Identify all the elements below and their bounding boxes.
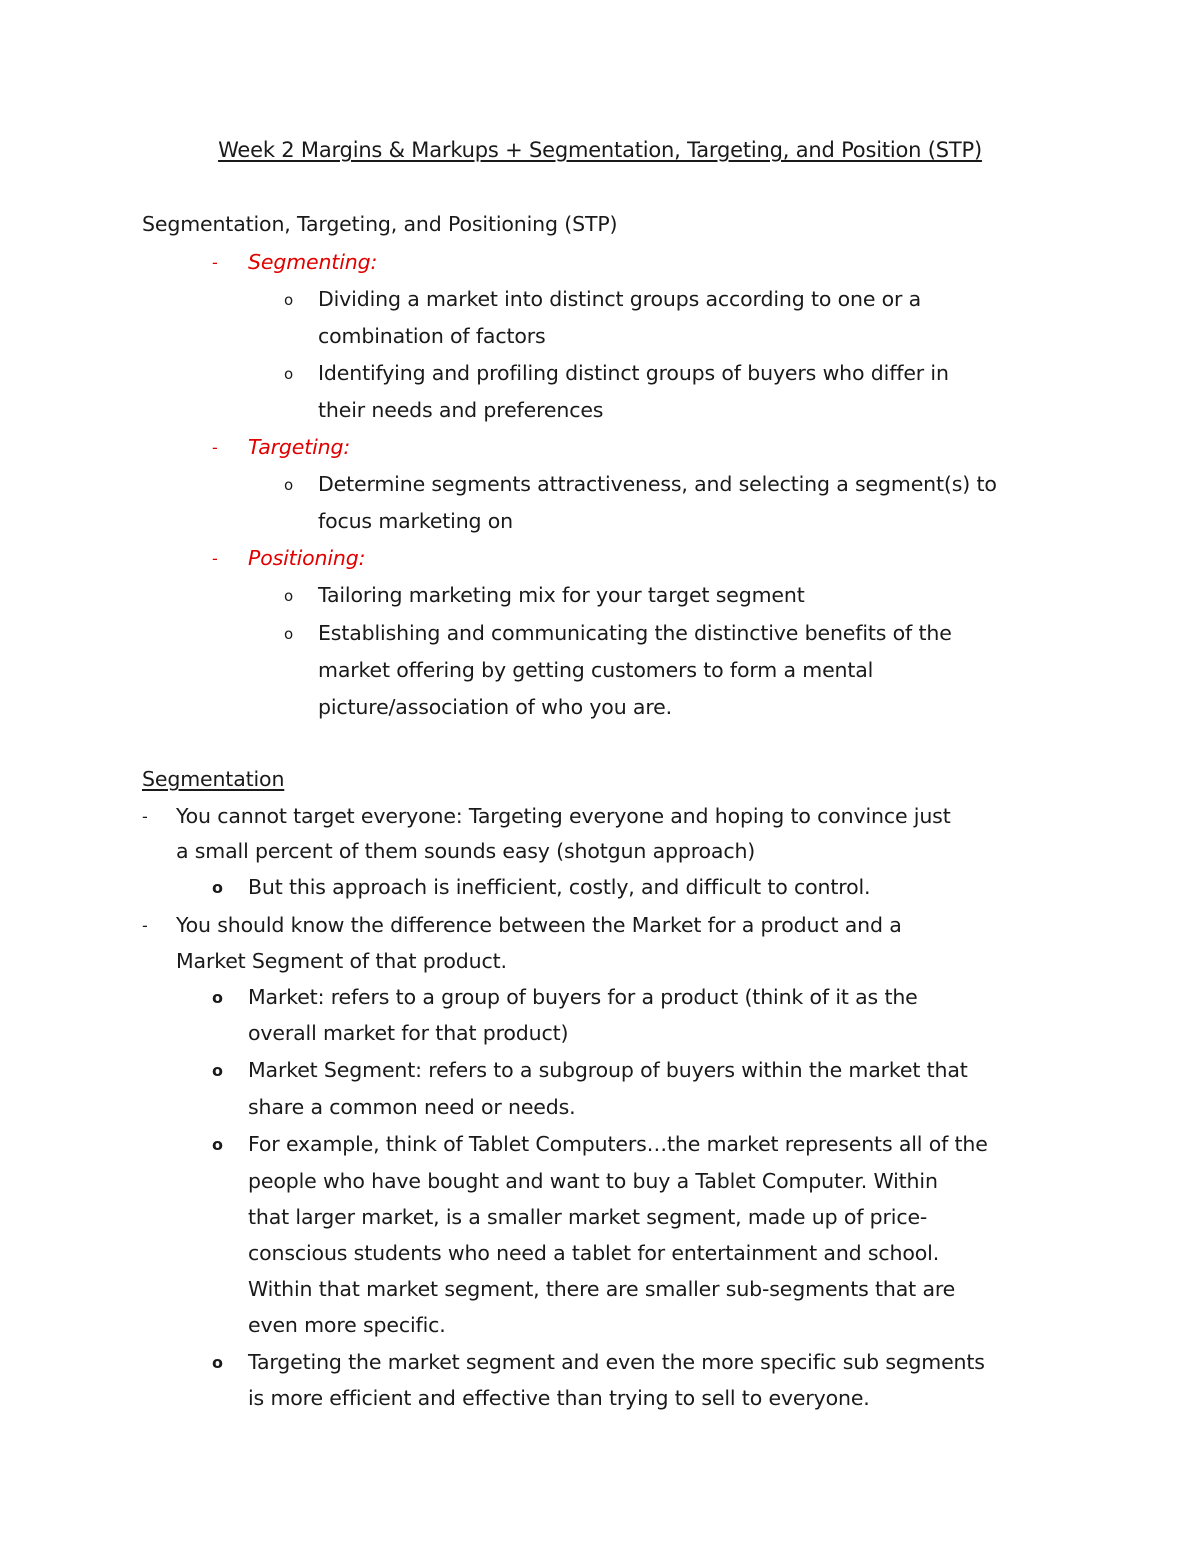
dash-bullet: - — [212, 438, 218, 457]
o-bullet: o — [284, 365, 294, 383]
o-bullet: o — [212, 1061, 223, 1080]
dash-bullet: - — [212, 253, 218, 272]
list-item-line: a small percent of them sounds easy (shotgun approach) — [176, 839, 756, 863]
list-item-line: But this approach is inefficient, costly, and difficult to control. — [248, 875, 871, 899]
list-item-line: Determine segments attractiveness, and selecting a segment(s) to — [318, 472, 997, 496]
list-item-line: focus marketing on — [318, 509, 514, 533]
list-item-line: You cannot target everyone: Targeting everyone and hoping to convince just — [176, 804, 951, 828]
list-item-line: their needs and preferences — [318, 398, 604, 422]
list-item-line: For example, think of Tablet Computers…the market represents all of the — [248, 1132, 988, 1156]
list-item-line: share a common need or needs. — [248, 1095, 576, 1119]
o-bullet: o — [212, 1353, 223, 1372]
list-item-line: that larger market, is a smaller market segment, made up of price- — [248, 1205, 928, 1229]
dash-bullet: - — [212, 549, 218, 568]
targeting-label: Targeting: — [248, 435, 351, 459]
o-bullet: o — [212, 878, 223, 897]
o-bullet: o — [284, 625, 294, 643]
list-item-line: You should know the difference between the Market for a product and a — [176, 913, 902, 937]
list-item-line: Market: refers to a group of buyers for a product (think of it as the — [248, 985, 918, 1009]
segmenting-label: Segmenting: — [248, 250, 378, 274]
list-item-line: Market Segment of that product. — [176, 949, 507, 973]
o-bullet: o — [284, 291, 294, 309]
list-item-line: is more efficient and effective than trying to sell to everyone. — [248, 1386, 870, 1410]
o-bullet: o — [212, 1135, 223, 1154]
stp-heading: Segmentation, Targeting, and Positioning (STP) — [142, 212, 618, 236]
page-title: Week 2 Margins & Markups + Segmentation, Targeting, and Position (STP) — [218, 138, 982, 162]
list-item-line: Targeting the market segment and even the more specific sub segments — [248, 1350, 985, 1374]
dash-bullet: - — [142, 916, 148, 935]
list-item-line: overall market for that product) — [248, 1021, 569, 1045]
o-bullet: o — [284, 476, 294, 494]
dash-bullet: - — [142, 807, 148, 826]
list-item-line: Market Segment: refers to a subgroup of buyers within the market that — [248, 1058, 968, 1082]
list-item-line: market offering by getting customers to form a mental — [318, 658, 874, 682]
list-item-line: Tailoring marketing mix for your target segment — [318, 583, 805, 607]
list-item-line: conscious students who need a tablet for entertainment and school. — [248, 1241, 940, 1265]
list-item-line: combination of factors — [318, 324, 546, 348]
list-item-line: Identifying and profiling distinct groups of buyers who differ in — [318, 361, 949, 385]
list-item-line: picture/association of who you are. — [318, 695, 672, 719]
o-bullet: o — [212, 988, 223, 1007]
list-item-line: Within that market segment, there are smaller sub-segments that are — [248, 1277, 956, 1301]
o-bullet: o — [284, 587, 294, 605]
segmentation-heading: Segmentation — [142, 767, 285, 791]
list-item-line: people who have bought and want to buy a Tablet Computer. Within — [248, 1169, 938, 1193]
list-item-line: even more specific. — [248, 1313, 446, 1337]
list-item-line: Establishing and communicating the distinctive benefits of the — [318, 621, 952, 645]
positioning-label: Positioning: — [248, 546, 366, 570]
list-item-line: Dividing a market into distinct groups according to one or a — [318, 287, 922, 311]
